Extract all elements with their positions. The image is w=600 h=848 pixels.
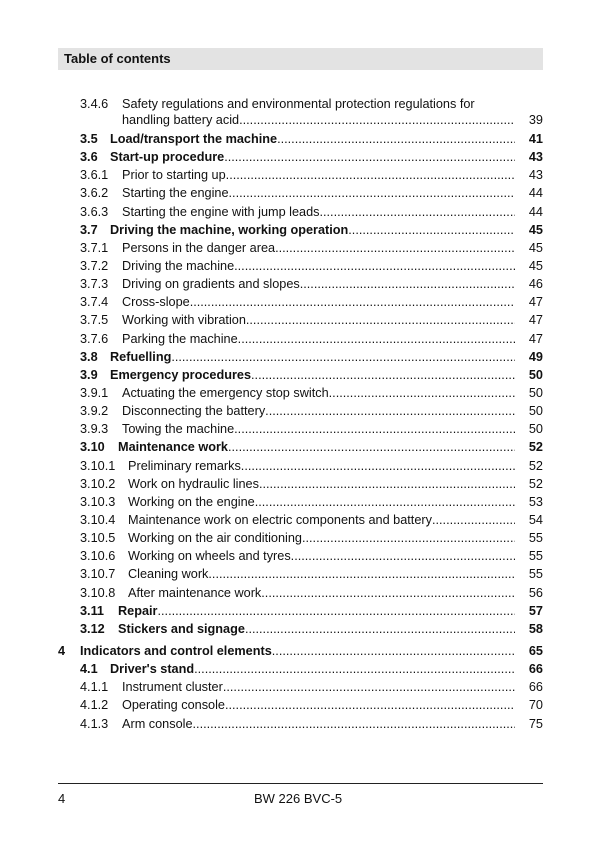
toc-entry[interactable]: [58, 330, 543, 348]
toc-entry-title: Maintenance work: [118, 440, 228, 455]
toc-entry[interactable]: [58, 529, 543, 547]
toc-entry-number: 3.9.1: [80, 385, 109, 400]
toc-entry-title: Driving the machine: [122, 258, 235, 273]
toc-entry-page: 50: [528, 404, 543, 419]
dot-leader: [275, 239, 515, 257]
toc-entry-title: Work on hydraulic lines: [128, 476, 259, 491]
toc-entry-number: 3.7.1: [80, 240, 109, 255]
toc-entry[interactable]: [58, 384, 543, 402]
dot-leader: [291, 547, 515, 565]
toc-entry[interactable]: [58, 642, 543, 660]
dot-leader: [255, 493, 515, 511]
toc-entry-title: Instrument cluster: [122, 680, 223, 695]
toc-entry[interactable]: [58, 221, 543, 239]
toc-entry-title: Starting the engine with jump leads: [122, 204, 320, 219]
toc-entry-title: Operating console: [122, 698, 225, 713]
page-title: Table of contents: [64, 51, 171, 66]
dot-leader: [272, 642, 515, 660]
dot-leader: [226, 166, 515, 184]
toc-entry-number: 3.10.3: [80, 494, 116, 509]
toc-entry-title: Towing the machine: [122, 422, 235, 437]
toc-entry-title: Cross-slope: [122, 295, 190, 310]
toc-entry-title: After maintenance work: [128, 585, 262, 600]
toc-entry[interactable]: [58, 184, 543, 202]
toc-entry-number: 3.10.8: [80, 585, 116, 600]
dot-leader: [277, 130, 515, 148]
toc-entry-title: Persons in the danger area: [122, 240, 276, 255]
dot-leader: [208, 565, 515, 583]
toc-entry-page: 75: [528, 716, 543, 731]
toc-entry-title: Repair: [118, 603, 158, 618]
toc-entry[interactable]: [58, 130, 543, 148]
toc-entry[interactable]: [58, 257, 543, 275]
toc-entry-title: Prior to starting up: [122, 168, 226, 183]
toc-entry[interactable]: [58, 420, 543, 438]
dot-leader: [158, 602, 516, 620]
dot-leader: [241, 457, 515, 475]
toc-entry-page: 47: [528, 313, 543, 328]
toc-entry[interactable]: [58, 366, 543, 384]
dot-leader: [234, 257, 515, 275]
toc-entry-title-line1: Safety regulations and environmental protection regulations for: [122, 97, 475, 111]
toc-entry[interactable]: [58, 584, 543, 602]
toc-entry-page: 55: [528, 531, 543, 546]
dot-leader: [348, 221, 515, 239]
toc-entry-page: 52: [528, 476, 543, 491]
toc-entry-title: Driver's stand: [110, 662, 195, 677]
toc-entry[interactable]: [58, 475, 543, 493]
toc-entry-number: 3.6.3: [80, 204, 109, 219]
toc-entry-page: 39: [528, 113, 543, 127]
toc-entry[interactable]: [58, 696, 543, 714]
toc-entry-page: 56: [528, 585, 543, 600]
toc-entry-page: 55: [528, 567, 543, 582]
toc-entry[interactable]: [58, 493, 543, 511]
dot-leader: [238, 330, 515, 348]
toc-entry-number: 3.8: [80, 349, 98, 364]
toc-entry-title: Indicators and control elements: [80, 643, 272, 658]
toc-entry[interactable]: [58, 148, 543, 166]
toc-entry-page: 41: [528, 132, 543, 146]
toc-entry-page: 44: [528, 186, 543, 201]
toc-entry-page: 70: [528, 698, 543, 713]
toc-entry[interactable]: [58, 565, 543, 583]
toc-entry-page: 43: [528, 168, 543, 183]
toc-entry-page: 45: [528, 222, 543, 237]
toc-entry-title: Load/transport the machine: [110, 132, 278, 146]
toc-entry[interactable]: [58, 203, 543, 221]
toc-entry-number: 3.12: [80, 621, 105, 636]
toc-entry-title: Preliminary remarks: [128, 458, 241, 473]
toc-entry-page: 45: [528, 240, 543, 255]
toc-entry[interactable]: [58, 293, 543, 311]
toc-entry-title: Starting the engine: [122, 186, 229, 201]
dot-leader: [432, 511, 515, 529]
toc-entry-title: Start-up procedure: [110, 150, 225, 165]
dot-leader: [223, 678, 515, 696]
toc-entry-number: 3.7.4: [80, 295, 109, 310]
toc-entry-title: Driving on gradients and slopes: [122, 277, 300, 292]
toc-entry-page: 65: [528, 643, 543, 658]
toc-entry-number: 4.1: [80, 662, 98, 677]
toc-entry[interactable]: [58, 348, 543, 366]
toc-entry-number: 3.10.1: [80, 458, 116, 473]
toc-entry[interactable]: [58, 275, 543, 293]
toc-entry-number: 3.11: [80, 603, 104, 618]
toc-entry-number: 3.10.7: [80, 567, 116, 582]
toc-entry[interactable]: [58, 457, 543, 475]
toc-entry-title: Driving the machine, working operation: [110, 222, 349, 237]
toc-entry-number: 3.6.1: [80, 168, 109, 183]
toc-entry[interactable]: [58, 166, 543, 184]
toc-entry-number: 3.9.3: [80, 422, 109, 437]
dot-leader: [302, 529, 515, 547]
footer-divider: [58, 783, 543, 784]
toc-entry-title: Maintenance work on electric components and battery: [128, 512, 432, 527]
toc-entry-number: 3.6.2: [80, 186, 109, 201]
toc-entry-page: 50: [528, 367, 543, 382]
toc-entry-page: 57: [528, 603, 543, 618]
toc-entry-number: 3.10.5: [80, 531, 116, 546]
toc-entry-page: 43: [528, 150, 543, 165]
toc-entry-page: 52: [528, 458, 543, 473]
toc-entry-page: 53: [528, 494, 543, 509]
dot-leader: [225, 696, 515, 714]
toc-entry-title: Arm console: [122, 716, 193, 731]
toc-entry-title: Stickers and signage: [118, 621, 245, 636]
toc-entry[interactable]: [58, 547, 543, 565]
dot-leader: [234, 420, 515, 438]
toc-entry-number: 3.4.6: [80, 97, 109, 111]
dot-leader: [319, 203, 515, 221]
toc-entry-title: handling battery acid: [122, 113, 240, 127]
toc-entry[interactable]: [58, 660, 543, 678]
dot-leader: [194, 660, 515, 678]
toc-entry-title: Working on the air conditioning: [128, 531, 302, 546]
toc-entry[interactable]: [58, 620, 543, 638]
toc-entry-number: 3.7: [80, 222, 98, 237]
toc-entry-number: 3.10.2: [80, 476, 116, 491]
toc-entry-page: 54: [528, 512, 543, 527]
toc-entry-number: 3.10.4: [80, 512, 116, 527]
toc-entry-title: Working on the engine: [128, 494, 255, 509]
toc-entry[interactable]: [58, 239, 543, 257]
footer-page-number: 4: [58, 791, 66, 806]
toc-entry-title: Emergency procedures: [110, 367, 252, 382]
dot-leader: [246, 311, 515, 329]
toc-entry-title: Parking the machine: [122, 331, 238, 346]
toc-entry-number: 4.1.3: [80, 716, 109, 731]
toc-entry-number: 3.10.6: [80, 549, 116, 564]
toc-entry-number: 3.5: [80, 132, 98, 146]
toc-entry-page: 52: [528, 440, 543, 455]
toc-entry-page: 47: [528, 331, 543, 346]
toc-entry-number: 3.7.6: [80, 331, 109, 346]
toc-entry-page: 66: [528, 662, 543, 677]
dot-leader: [265, 402, 515, 420]
toc-entry-title: Cleaning work: [128, 567, 209, 582]
toc-entry[interactable]: [58, 602, 543, 620]
toc-entry-page: 46: [528, 277, 543, 292]
toc-entry-title: Disconnecting the battery: [122, 404, 266, 419]
toc-entry-number: 4: [58, 643, 66, 658]
toc-entry-page: 45: [528, 258, 543, 273]
toc-entry[interactable]: [58, 311, 543, 329]
toc-entry-number: 3.9: [80, 367, 98, 382]
toc-entry-page: 58: [528, 621, 543, 636]
toc-entry-page: 50: [528, 385, 543, 400]
toc-entry-page: 50: [528, 422, 543, 437]
dot-leader: [251, 366, 515, 384]
dot-leader: [329, 384, 515, 402]
toc-entry-number: 3.9.2: [80, 404, 109, 419]
dot-leader: [228, 438, 515, 456]
dot-leader: [239, 113, 515, 129]
dot-leader: [229, 184, 515, 202]
toc-entry[interactable]: [58, 402, 543, 420]
toc-entry-page: 66: [528, 680, 543, 695]
toc-entry-title: Working on wheels and tyres: [128, 549, 291, 564]
toc-entry-number: 3.6: [80, 150, 98, 165]
dot-leader: [171, 348, 515, 366]
toc-entry-page: 47: [528, 295, 543, 310]
footer-model-name: BW 226 BVC-5: [254, 791, 343, 806]
toc-entry-page: 49: [528, 349, 543, 364]
toc-entry-title: Refuelling: [110, 349, 172, 364]
toc-entry-number: 3.7.2: [80, 258, 109, 273]
toc-entry-page: 44: [528, 204, 543, 219]
toc-entry-number: 4.1.2: [80, 698, 109, 713]
toc-entry-number: 3.7.3: [80, 277, 109, 292]
table-of-contents: [58, 96, 543, 733]
dot-leader: [300, 275, 515, 293]
toc-entry[interactable]: [58, 438, 543, 456]
toc-entry[interactable]: [58, 96, 543, 130]
toc-entry-number: 3.7.5: [80, 313, 109, 328]
toc-entry-title: Actuating the emergency stop switch: [122, 385, 329, 400]
dot-leader: [261, 584, 515, 602]
dot-leader: [245, 620, 515, 638]
dot-leader: [259, 475, 515, 493]
toc-entry[interactable]: [58, 678, 543, 696]
dot-leader: [193, 715, 515, 733]
toc-entry-page: 55: [528, 549, 543, 564]
toc-entry-number: 4.1.1: [80, 680, 109, 695]
toc-entry[interactable]: [58, 715, 543, 733]
toc-entry[interactable]: [58, 511, 543, 529]
toc-entry-title: Working with vibration: [122, 313, 246, 328]
toc-entry-number: 3.10: [80, 440, 105, 455]
dot-leader: [224, 148, 515, 166]
dot-leader: [190, 293, 515, 311]
